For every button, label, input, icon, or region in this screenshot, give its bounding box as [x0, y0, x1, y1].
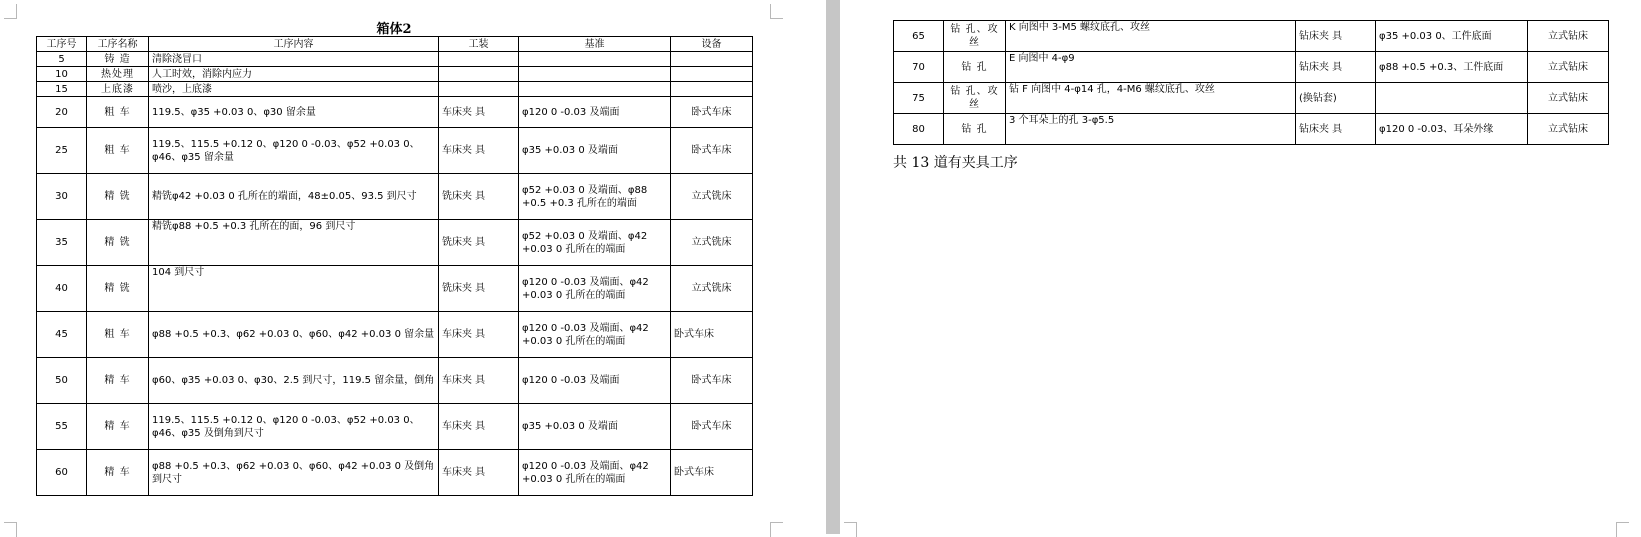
table-row: [894, 114, 1609, 145]
cell-content: 3 个耳朵上的孔 3-φ5.5: [1006, 114, 1296, 145]
document-title: 箱体2: [376, 22, 412, 37]
cell-no: 35: [37, 220, 87, 266]
cell-datum: φ120 0 -0.03 及端面、φ42 +0.03 0 孔所在的端面: [519, 450, 671, 496]
cell-content: φ88 +0.5 +0.3、φ62 +0.03 0、φ60、φ42 +0.03 0 留余量: [149, 312, 439, 358]
cell-no: 15: [37, 82, 87, 97]
table-row: [37, 312, 753, 358]
cell-datum: [519, 67, 671, 82]
cell-no: 70: [894, 52, 944, 83]
cell-name: 粗 车: [87, 312, 149, 358]
cell-equipment: 卧式车床: [671, 450, 753, 496]
page-corner-mark: [770, 522, 783, 537]
cell-content: 精铣φ42 +0.03 0 孔所在的端面，48±0.05、93.5 到尺寸: [149, 174, 439, 220]
table-row: [37, 358, 753, 404]
cell-equipment: 立式铣床: [671, 220, 753, 266]
cell-name: 钻 孔、攻丝: [944, 21, 1006, 52]
cell-content: 119.5、115.5 +0.12 0、φ120 0 -0.03、φ52 +0.03 0、φ46、φ35 及倒角到尺寸: [149, 404, 439, 450]
cell-no: 45: [37, 312, 87, 358]
header-name: 工序名称: [87, 37, 149, 52]
cell-fixture: 铣床夹 具: [439, 174, 519, 220]
cell-name: 钻 孔: [944, 52, 1006, 83]
cell-equipment: 卧式车床: [671, 358, 753, 404]
cell-equipment: [671, 67, 753, 82]
header-content: 工序内容: [149, 37, 439, 52]
cell-no: 5: [37, 52, 87, 67]
cell-fixture: 钻床夹 具: [1296, 21, 1376, 52]
cell-content: 精铣φ88 +0.5 +0.3 孔所在的面，96 到尺寸: [149, 220, 439, 266]
cell-name: 精 车: [87, 358, 149, 404]
cell-name: 粗 车: [87, 128, 149, 174]
cell-content: 119.5、115.5 +0.12 0、φ120 0 -0.03、φ52 +0.03 0、φ46、φ35 留余量: [149, 128, 439, 174]
cell-no: 40: [37, 266, 87, 312]
cell-datum: [519, 82, 671, 97]
header-equipment: 设备: [671, 37, 753, 52]
cell-fixture: 铣床夹 具: [439, 220, 519, 266]
cell-datum: φ35 +0.03 0、工件底面: [1376, 21, 1528, 52]
cell-name: 精 铣: [87, 266, 149, 312]
cell-datum: φ52 +0.03 0 及端面、φ42 +0.03 0 孔所在的端面: [519, 220, 671, 266]
cell-name: 钻 孔: [944, 114, 1006, 145]
cell-datum: φ35 +0.03 0 及端面: [519, 128, 671, 174]
table-row: [894, 52, 1609, 83]
cell-name: 精 车: [87, 450, 149, 496]
cell-datum: φ35 +0.03 0 及端面: [519, 404, 671, 450]
page-corner-mark: [4, 522, 17, 537]
page-corner-mark: [1616, 522, 1629, 537]
table-row: [37, 404, 753, 450]
cell-no: 55: [37, 404, 87, 450]
cell-fixture: (换钻套): [1296, 83, 1376, 114]
cell-fixture: [439, 52, 519, 67]
right-page: [840, 0, 1641, 534]
cell-no: 20: [37, 97, 87, 128]
table-row: [37, 128, 753, 174]
table-row: [37, 82, 753, 97]
process-table-left: [36, 36, 753, 496]
cell-content: φ60、φ35 +0.03 0、φ30、2.5 到尺寸，119.5 留余量，倒角: [149, 358, 439, 404]
cell-datum: φ120 0 -0.03 及端面、φ42 +0.03 0 孔所在的端面: [519, 266, 671, 312]
cell-datum: φ88 +0.5 +0.3、工件底面: [1376, 52, 1528, 83]
cell-fixture: [439, 67, 519, 82]
cell-no: 65: [894, 21, 944, 52]
page-corner-mark: [844, 522, 857, 537]
table-row: [37, 174, 753, 220]
cell-fixture: 车床夹 具: [439, 312, 519, 358]
cell-equipment: 卧式车床: [671, 312, 753, 358]
cell-fixture: 车床夹 具: [439, 358, 519, 404]
cell-fixture: [439, 82, 519, 97]
cell-content: 119.5、φ35 +0.03 0、φ30 留余量: [149, 97, 439, 128]
table-row: [37, 97, 753, 128]
cell-equipment: 卧式车床: [671, 404, 753, 450]
table-row: [894, 21, 1609, 52]
cell-equipment: [671, 82, 753, 97]
cell-content: K 向图中 3-M5 螺纹底孔、攻丝: [1006, 21, 1296, 52]
cell-equipment: [671, 52, 753, 67]
cell-datum: φ52 +0.03 0 及端面、φ88 +0.5 +0.3 孔所在的端面: [519, 174, 671, 220]
table-row: [37, 52, 753, 67]
cell-equipment: 立式铣床: [671, 174, 753, 220]
cell-fixture: 钻床夹 具: [1296, 52, 1376, 83]
cell-datum: φ120 0 -0.03 及端面: [519, 358, 671, 404]
cell-content: 喷沙，上底漆: [149, 82, 439, 97]
cell-content: 104 到尺寸: [149, 266, 439, 312]
table-row: [894, 83, 1609, 114]
cell-content: E 向图中 4-φ9: [1006, 52, 1296, 83]
cell-no: 25: [37, 128, 87, 174]
page-corner-mark: [4, 4, 17, 19]
cell-content: φ88 +0.5 +0.3、φ62 +0.03 0、φ60、φ42 +0.03 0 及倒角到尺寸: [149, 450, 439, 496]
cell-equipment: 立式钻床: [1528, 83, 1609, 114]
cell-no: 60: [37, 450, 87, 496]
cell-content: 人工时效，消除内应力: [149, 67, 439, 82]
cell-no: 10: [37, 67, 87, 82]
cell-name: 铸 造: [87, 52, 149, 67]
table-row: [37, 67, 753, 82]
table-row: [37, 266, 753, 312]
header-datum: 基准: [519, 37, 671, 52]
cell-no: 50: [37, 358, 87, 404]
cell-datum: φ120 0 -0.03 及端面、φ42 +0.03 0 孔所在的端面: [519, 312, 671, 358]
cell-no: 30: [37, 174, 87, 220]
process-table-right: [893, 20, 1609, 145]
header-fixture: 工装: [439, 37, 519, 52]
cell-fixture: 车床夹 具: [439, 128, 519, 174]
cell-name: 粗 车: [87, 97, 149, 128]
cell-datum: [1376, 83, 1528, 114]
cell-name: 热处理: [87, 67, 149, 82]
table-row: [37, 450, 753, 496]
header-no: 工序号: [37, 37, 87, 52]
cell-name: 精 车: [87, 404, 149, 450]
cell-name: 精 铣: [87, 174, 149, 220]
cell-datum: φ120 0 -0.03 及端面: [519, 97, 671, 128]
cell-equipment: 立式钻床: [1528, 114, 1609, 145]
cell-no: 80: [894, 114, 944, 145]
cell-fixture: 车床夹 具: [439, 404, 519, 450]
cell-equipment: 立式钻床: [1528, 52, 1609, 83]
cell-datum: [519, 52, 671, 67]
cell-content: 钻 F 向图中 4-φ14 孔，4-M6 螺纹底孔、攻丝: [1006, 83, 1296, 114]
cell-fixture: 车床夹 具: [439, 97, 519, 128]
cell-equipment: 卧式车床: [671, 97, 753, 128]
table-row: [37, 220, 753, 266]
table-header-row: [37, 37, 753, 52]
cell-equipment: 立式铣床: [671, 266, 753, 312]
cell-no: 75: [894, 83, 944, 114]
cell-datum: φ120 0 -0.03、耳朵外缘: [1376, 114, 1528, 145]
cell-name: 钻 孔、攻丝: [944, 83, 1006, 114]
cell-name: 上底漆: [87, 82, 149, 97]
cell-content: 清除浇冒口: [149, 52, 439, 67]
footer-note: 共 13 道有夹具工序: [893, 155, 1018, 171]
page-corner-mark: [770, 4, 783, 19]
cell-fixture: 车床夹 具: [439, 450, 519, 496]
page-gutter: [826, 0, 840, 534]
cell-equipment: 卧式车床: [671, 128, 753, 174]
cell-fixture: 铣床夹 具: [439, 266, 519, 312]
cell-equipment: 立式钻床: [1528, 21, 1609, 52]
cell-name: 精 铣: [87, 220, 149, 266]
cell-fixture: 钻床夹 具: [1296, 114, 1376, 145]
